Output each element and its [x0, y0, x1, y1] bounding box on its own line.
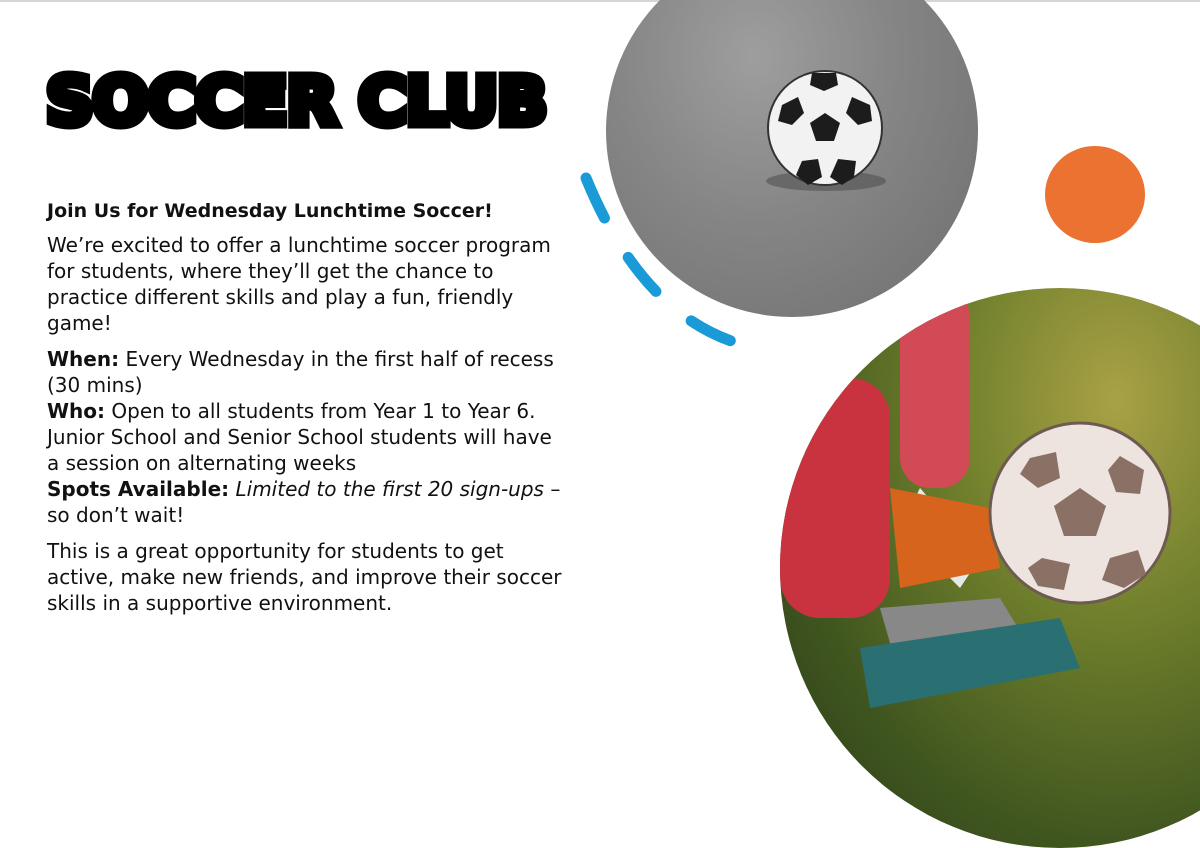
soccer-ball-icon	[606, 0, 978, 317]
section-heading: Join Us for Wednesday Lunchtime Soccer!	[47, 200, 493, 222]
closing-paragraph: This is a great opportunity for students to get active, make new friends, and improve their soccer skills in a supportive environment.	[47, 539, 562, 615]
who-label: Who:	[47, 399, 106, 423]
players-illustration	[780, 288, 1200, 848]
players-kicking-ball-on-grass-photo	[780, 288, 1200, 848]
when-line	[47, 346, 567, 398]
spots-label: Spots Available:	[47, 477, 230, 501]
spots-text: – so don’t wait!	[47, 477, 561, 527]
page-title: SOCCER CLUB	[46, 63, 547, 140]
when-label: When:	[47, 347, 120, 371]
soccer-ball-on-pavement-photo	[606, 0, 978, 317]
orange-dot-decoration	[1045, 146, 1145, 243]
who-line	[47, 398, 567, 476]
details-block	[47, 346, 567, 528]
intro-paragraph: We’re excited to offer a lunchtime soccer program for students, where they’ll get the chance to practice different skills and play a fun, friendly game!	[47, 233, 551, 335]
spots-line	[47, 476, 567, 528]
when-text: Every Wednesday in the first half of recess (30 mins)	[47, 347, 554, 397]
spots-italic-text: Limited to the first 20 sign-ups	[229, 477, 544, 501]
who-text: Open to all students from Year 1 to Year 6. Junior School and Senior School students will have a session on alternating weeks	[47, 399, 552, 475]
top-border	[0, 0, 1200, 2]
flyer-content	[47, 198, 567, 626]
